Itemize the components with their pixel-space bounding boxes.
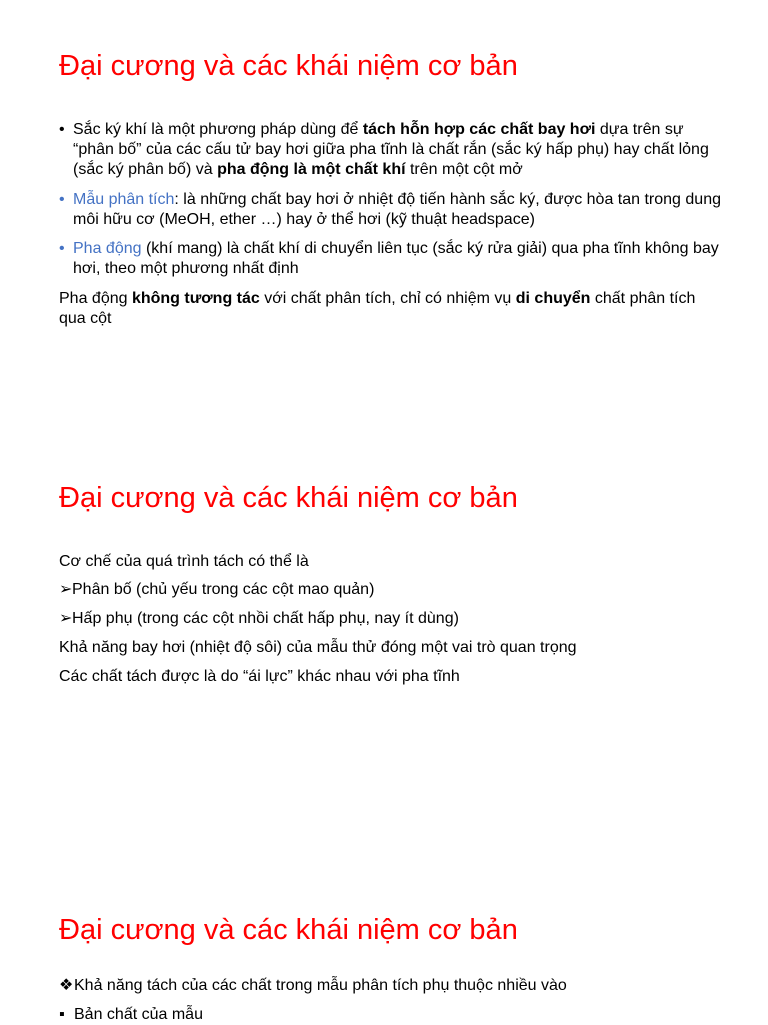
text-line xyxy=(59,552,719,572)
line-text: Hấp phụ (trong các cột nhồi chất hấp phụ, nay ít dùng) xyxy=(72,610,459,627)
text-segment: với chất phân tích, chỉ có nhiệm vụ xyxy=(259,290,516,307)
bold-segment: tách hỗn hợp các chất bay hơi xyxy=(362,121,596,138)
bullet-text xyxy=(73,239,723,279)
slide-title: Đại cương và các khái niệm cơ bản xyxy=(59,482,518,514)
line-text: Khả năng tách của các chất trong mẫu phân tích phụ thuộc nhiều vào xyxy=(74,977,567,994)
line-text: Cơ chế của quá trình tách có thể là xyxy=(59,553,309,570)
bullet-marker: • xyxy=(59,121,65,138)
bullet-marker: • xyxy=(59,191,65,208)
paragraph xyxy=(59,289,724,329)
arrow-bullet-icon: ➢ xyxy=(59,610,73,627)
bold-segment: pha động là một chất khí xyxy=(217,161,406,178)
arrow-bullet-icon: ➢ xyxy=(59,581,73,598)
text-segment: : là những chất bay hơi ở nhiệt độ tiến hành sắc ký, được hòa tan trong dung môi hữu cơ (MeOH, ether …) hay ở thể hơi (kỹ thuật headspace) xyxy=(73,191,721,228)
slide-title: Đại cương và các khái niệm cơ bản xyxy=(59,914,518,946)
square-bullet-icon: ▪ xyxy=(59,1006,65,1023)
text-segment: (khí mang) là chất khí di chuyển liên tục (sắc ký rửa giải) qua pha tĩnh không bay hơi, theo một phương nhất định xyxy=(73,240,719,277)
text-line xyxy=(59,667,719,687)
arrow-list-item xyxy=(59,580,719,600)
accent-term: Mẫu phân tích xyxy=(73,191,175,208)
text-segment: dựa trên sự “phân bố” của các cấu tử bay hơi giữa pha tĩnh là chất rắn (sắc ký hấp phụ) hay chất lỏng (sắc ký phân bố) và xyxy=(73,121,709,178)
bold-segment: di chuyển xyxy=(515,290,591,307)
diamond-bullet-icon: ❖ xyxy=(59,977,74,994)
text-segment: chất phân tích qua cột xyxy=(59,290,696,327)
bullet-marker: • xyxy=(59,240,65,257)
slide-title: Đại cương và các khái niệm cơ bản xyxy=(59,50,518,82)
line-text: Các chất tách được là do “ái lực” khác nhau với pha tĩnh xyxy=(59,668,460,685)
bold-segment: không tương tác xyxy=(131,290,260,307)
line-text: Khả năng bay hơi (nhiệt độ sôi) của mẫu thử đóng một vai trò quan trọng xyxy=(59,639,577,656)
bullet-text xyxy=(73,120,723,180)
line-text: Phân bố (chủ yếu trong các cột mao quản) xyxy=(72,581,375,598)
arrow-list-item xyxy=(59,609,719,629)
diamond-list-item xyxy=(59,976,719,996)
text-segment: Sắc ký khí là một phương pháp dùng để xyxy=(73,121,363,138)
text-segment: trên một cột mở xyxy=(405,161,523,178)
line-text: Bản chất của mẫu xyxy=(74,1006,203,1023)
text-line xyxy=(59,638,719,658)
accent-term: Pha động xyxy=(73,240,142,257)
text-segment: Pha động xyxy=(59,290,132,307)
square-list-item xyxy=(59,1005,719,1025)
bullet-text xyxy=(73,190,723,230)
